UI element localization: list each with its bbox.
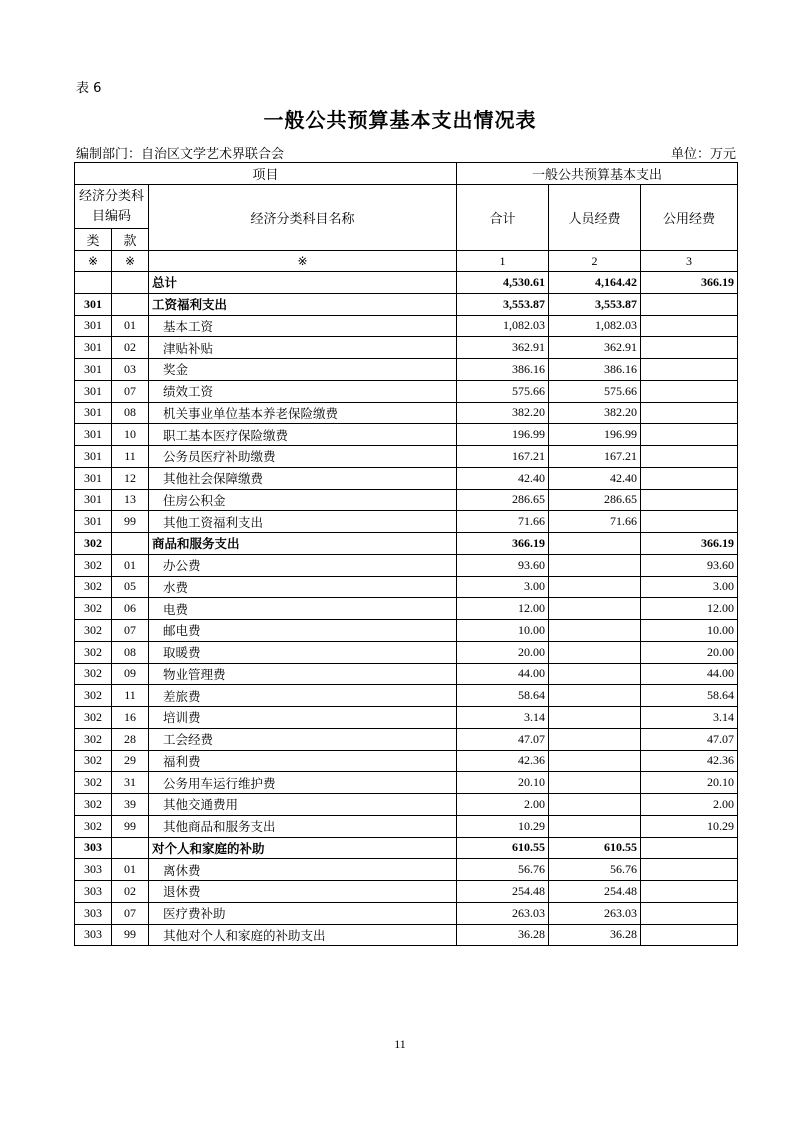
total-cell: 254.48 (457, 881, 549, 903)
class-code-cell: 301 (75, 446, 112, 468)
item-code-cell: 31 (112, 772, 149, 794)
class-code-cell: 301 (75, 402, 112, 424)
category-name-cell: 商品和服务支出 (149, 533, 457, 555)
class-code-cell: 302 (75, 794, 112, 816)
item-code-cell: 16 (112, 707, 149, 729)
class-code-cell: 302 (75, 598, 112, 620)
table-row (75, 533, 738, 555)
public-cell (641, 467, 738, 489)
public-cell (641, 424, 738, 446)
class-header: 类 (75, 229, 112, 251)
class-code-cell: 301 (75, 337, 112, 359)
personnel-cell: 71.66 (549, 511, 641, 533)
public-cell: 44.00 (641, 663, 738, 685)
unit-label: 单位：万元 (670, 147, 736, 162)
total-cell: 20.00 (457, 641, 549, 663)
class-code-cell: 301 (75, 489, 112, 511)
item-code-cell: 03 (112, 359, 149, 381)
personnel-cell: 263.03 (549, 902, 641, 924)
item-code-cell (112, 533, 149, 555)
class-code-cell: 303 (75, 924, 112, 946)
category-name-cell: 医疗费补助 (149, 902, 457, 924)
item-code-cell: 05 (112, 576, 149, 598)
personnel-cell (549, 815, 641, 837)
public-column-header: 公用经费 (641, 185, 738, 251)
category-name-cell: 电费 (149, 598, 457, 620)
total-cell: 71.66 (457, 511, 549, 533)
category-name-cell: 培训费 (149, 707, 457, 729)
table-row (75, 576, 738, 598)
total-cell: 44.00 (457, 663, 549, 685)
item-code-cell: 08 (112, 402, 149, 424)
column-index-2: 2 (549, 251, 641, 272)
table-row (75, 794, 738, 816)
item-code-cell: 02 (112, 881, 149, 903)
table-row (75, 837, 738, 859)
category-name-cell: 绩效工资 (149, 380, 457, 402)
personnel-cell (549, 663, 641, 685)
table-row (75, 728, 738, 750)
table-row (75, 315, 738, 337)
item-code-cell: 01 (112, 554, 149, 576)
table-row (75, 467, 738, 489)
total-cell: 196.99 (457, 424, 549, 446)
category-name-cell: 物业管理费 (149, 663, 457, 685)
public-cell: 366.19 (641, 272, 738, 294)
category-name-cell: 取暖费 (149, 641, 457, 663)
item-code-cell: 12 (112, 467, 149, 489)
table-row (75, 924, 738, 946)
item-code-cell: 08 (112, 641, 149, 663)
category-name-cell: 水费 (149, 576, 457, 598)
personnel-cell: 362.91 (549, 337, 641, 359)
total-cell: 56.76 (457, 859, 549, 881)
public-cell: 3.14 (641, 707, 738, 729)
class-code-cell: 301 (75, 424, 112, 446)
public-cell (641, 337, 738, 359)
personnel-cell: 196.99 (549, 424, 641, 446)
personnel-column-header: 人员经费 (549, 185, 641, 251)
public-cell (641, 446, 738, 468)
total-cell: 12.00 (457, 598, 549, 620)
public-cell (641, 402, 738, 424)
item-code-cell: 99 (112, 511, 149, 533)
item-code-cell: 28 (112, 728, 149, 750)
category-name-cell: 住房公积金 (149, 489, 457, 511)
class-code-cell: 301 (75, 467, 112, 489)
class-code-cell: 302 (75, 620, 112, 642)
table-row (75, 446, 738, 468)
personnel-cell: 575.66 (549, 380, 641, 402)
table-row (75, 772, 738, 794)
total-cell: 382.20 (457, 402, 549, 424)
total-cell: 42.40 (457, 467, 549, 489)
table-row (75, 489, 738, 511)
personnel-cell: 36.28 (549, 924, 641, 946)
public-cell: 366.19 (641, 533, 738, 555)
table-row (75, 272, 738, 294)
total-cell: 610.55 (457, 837, 549, 859)
item-code-cell: 07 (112, 902, 149, 924)
table-row (75, 815, 738, 837)
public-cell: 3.00 (641, 576, 738, 598)
public-cell: 10.29 (641, 815, 738, 837)
personnel-cell: 254.48 (549, 881, 641, 903)
table-row (75, 685, 738, 707)
item-code-cell: 39 (112, 794, 149, 816)
budget-group-header: 一般公共预算基本支出 (457, 163, 738, 185)
class-code-cell: 303 (75, 902, 112, 924)
item-code-cell (112, 272, 149, 294)
personnel-cell (549, 533, 641, 555)
public-cell (641, 902, 738, 924)
table-row (75, 380, 738, 402)
personnel-cell: 3,553.87 (549, 293, 641, 315)
personnel-cell (549, 554, 641, 576)
personnel-cell: 386.16 (549, 359, 641, 381)
category-name-cell: 公务员医疗补助缴费 (149, 446, 457, 468)
total-cell: 3.00 (457, 576, 549, 598)
category-name-cell: 其他社会保障缴费 (149, 467, 457, 489)
personnel-cell: 56.76 (549, 859, 641, 881)
table-row (75, 293, 738, 315)
class-code-cell: 302 (75, 576, 112, 598)
category-name-cell: 福利费 (149, 750, 457, 772)
item-code-cell (112, 837, 149, 859)
personnel-cell: 4,164.42 (549, 272, 641, 294)
class-code-cell: 302 (75, 750, 112, 772)
class-code-cell: 302 (75, 685, 112, 707)
table-row (75, 554, 738, 576)
total-cell: 3.14 (457, 707, 549, 729)
table-row (75, 750, 738, 772)
category-name-cell: 机关事业单位基本养老保险缴费 (149, 402, 457, 424)
class-code-cell: 301 (75, 359, 112, 381)
class-code-cell: 302 (75, 815, 112, 837)
total-cell: 2.00 (457, 794, 549, 816)
item-code-cell: 11 (112, 446, 149, 468)
public-cell (641, 924, 738, 946)
public-cell: 47.07 (641, 728, 738, 750)
table-row (75, 881, 738, 903)
class-code-cell (75, 272, 112, 294)
item-code-cell: 07 (112, 620, 149, 642)
class-code-cell: 302 (75, 641, 112, 663)
class-code-cell: 302 (75, 533, 112, 555)
personnel-cell (549, 794, 641, 816)
item-header: 款 (112, 229, 149, 251)
total-cell: 263.03 (457, 902, 549, 924)
table-row (75, 859, 738, 881)
table-row (75, 641, 738, 663)
personnel-cell: 610.55 (549, 837, 641, 859)
total-cell: 93.60 (457, 554, 549, 576)
page-number: 11 (394, 1037, 406, 1051)
personnel-cell (549, 598, 641, 620)
item-code-cell: 07 (112, 380, 149, 402)
item-code-cell: 09 (112, 663, 149, 685)
column-index-1: 1 (457, 251, 549, 272)
public-cell: 20.00 (641, 641, 738, 663)
public-cell (641, 511, 738, 533)
category-name-cell: 工资福利支出 (149, 293, 457, 315)
page-title: 一般公共预算基本支出情况表 (263, 108, 537, 132)
name-column-header: 经济分类科目名称 (149, 185, 457, 251)
class-code-cell: 301 (75, 511, 112, 533)
public-cell: 10.00 (641, 620, 738, 642)
personnel-cell (549, 707, 641, 729)
public-cell (641, 315, 738, 337)
item-code-cell: 06 (112, 598, 149, 620)
total-cell: 42.36 (457, 750, 549, 772)
public-cell: 2.00 (641, 794, 738, 816)
total-cell: 167.21 (457, 446, 549, 468)
personnel-cell: 286.65 (549, 489, 641, 511)
category-name-cell: 总计 (149, 272, 457, 294)
public-cell (641, 359, 738, 381)
category-name-cell: 其他对个人和家庭的补助支出 (149, 924, 457, 946)
public-cell: 12.00 (641, 598, 738, 620)
personnel-cell: 167.21 (549, 446, 641, 468)
total-cell: 386.16 (457, 359, 549, 381)
public-cell: 93.60 (641, 554, 738, 576)
item-code-cell: 29 (112, 750, 149, 772)
table-row (75, 902, 738, 924)
star-marker: ※ (112, 251, 149, 272)
table-row (75, 707, 738, 729)
total-cell: 36.28 (457, 924, 549, 946)
table-row (75, 598, 738, 620)
class-code-cell: 301 (75, 315, 112, 337)
class-code-cell: 302 (75, 554, 112, 576)
total-cell: 47.07 (457, 728, 549, 750)
personnel-cell (549, 750, 641, 772)
category-name-cell: 邮电费 (149, 620, 457, 642)
personnel-cell: 1,082.03 (549, 315, 641, 337)
code-group-header: 经济分类科目编码 (75, 185, 149, 229)
class-code-cell: 303 (75, 859, 112, 881)
table-row (75, 620, 738, 642)
category-name-cell: 奖金 (149, 359, 457, 381)
star-marker: ※ (149, 251, 457, 272)
class-code-cell: 301 (75, 380, 112, 402)
category-name-cell: 津贴补贴 (149, 337, 457, 359)
personnel-cell (549, 772, 641, 794)
public-cell (641, 489, 738, 511)
category-name-cell: 其他商品和服务支出 (149, 815, 457, 837)
category-name-cell: 职工基本医疗保险缴费 (149, 424, 457, 446)
personnel-cell (549, 620, 641, 642)
class-code-cell: 301 (75, 293, 112, 315)
table-row (75, 663, 738, 685)
class-code-cell: 302 (75, 772, 112, 794)
table-row (75, 359, 738, 381)
item-code-cell: 11 (112, 685, 149, 707)
public-cell: 20.10 (641, 772, 738, 794)
total-cell: 20.10 (457, 772, 549, 794)
class-code-cell: 302 (75, 663, 112, 685)
category-name-cell: 工会经费 (149, 728, 457, 750)
total-cell: 3,553.87 (457, 293, 549, 315)
total-cell: 362.91 (457, 337, 549, 359)
item-code-cell: 10 (112, 424, 149, 446)
table-row (75, 511, 738, 533)
item-code-cell (112, 293, 149, 315)
item-code-cell: 02 (112, 337, 149, 359)
personnel-cell (549, 641, 641, 663)
item-code-cell: 99 (112, 924, 149, 946)
category-name-cell: 离休费 (149, 859, 457, 881)
item-code-cell: 01 (112, 315, 149, 337)
table-row (75, 337, 738, 359)
personnel-cell (549, 728, 641, 750)
total-cell: 286.65 (457, 489, 549, 511)
item-code-cell: 99 (112, 815, 149, 837)
total-cell: 10.00 (457, 620, 549, 642)
class-code-cell: 302 (75, 728, 112, 750)
category-name-cell: 公务用车运行维护费 (149, 772, 457, 794)
public-cell: 58.64 (641, 685, 738, 707)
category-name-cell: 其他交通费用 (149, 794, 457, 816)
expenditure-table (74, 162, 738, 946)
class-code-cell: 302 (75, 707, 112, 729)
public-cell (641, 380, 738, 402)
public-cell (641, 293, 738, 315)
item-code-cell: 01 (112, 859, 149, 881)
total-cell: 4,530.61 (457, 272, 549, 294)
category-name-cell: 退休费 (149, 881, 457, 903)
class-code-cell: 303 (75, 837, 112, 859)
personnel-cell: 382.20 (549, 402, 641, 424)
personnel-cell: 42.40 (549, 467, 641, 489)
table-row (75, 424, 738, 446)
total-column-header: 合计 (457, 185, 549, 251)
category-name-cell: 差旅费 (149, 685, 457, 707)
table-row (75, 402, 738, 424)
table-label: 表 6 (76, 81, 102, 96)
public-cell (641, 837, 738, 859)
category-name-cell: 办公费 (149, 554, 457, 576)
category-name-cell: 对个人和家庭的补助 (149, 837, 457, 859)
public-cell: 42.36 (641, 750, 738, 772)
public-cell (641, 859, 738, 881)
total-cell: 366.19 (457, 533, 549, 555)
category-name-cell: 其他工资福利支出 (149, 511, 457, 533)
personnel-cell (549, 685, 641, 707)
class-code-cell: 303 (75, 881, 112, 903)
column-index-3: 3 (641, 251, 738, 272)
total-cell: 575.66 (457, 380, 549, 402)
personnel-cell (549, 576, 641, 598)
department-label: 编制部门：自治区文学艺术界联合会 (76, 147, 285, 162)
category-name-cell: 基本工资 (149, 315, 457, 337)
star-marker: ※ (75, 251, 112, 272)
public-cell (641, 881, 738, 903)
project-header: 项目 (75, 163, 457, 185)
item-code-cell: 13 (112, 489, 149, 511)
total-cell: 58.64 (457, 685, 549, 707)
total-cell: 1,082.03 (457, 315, 549, 337)
total-cell: 10.29 (457, 815, 549, 837)
